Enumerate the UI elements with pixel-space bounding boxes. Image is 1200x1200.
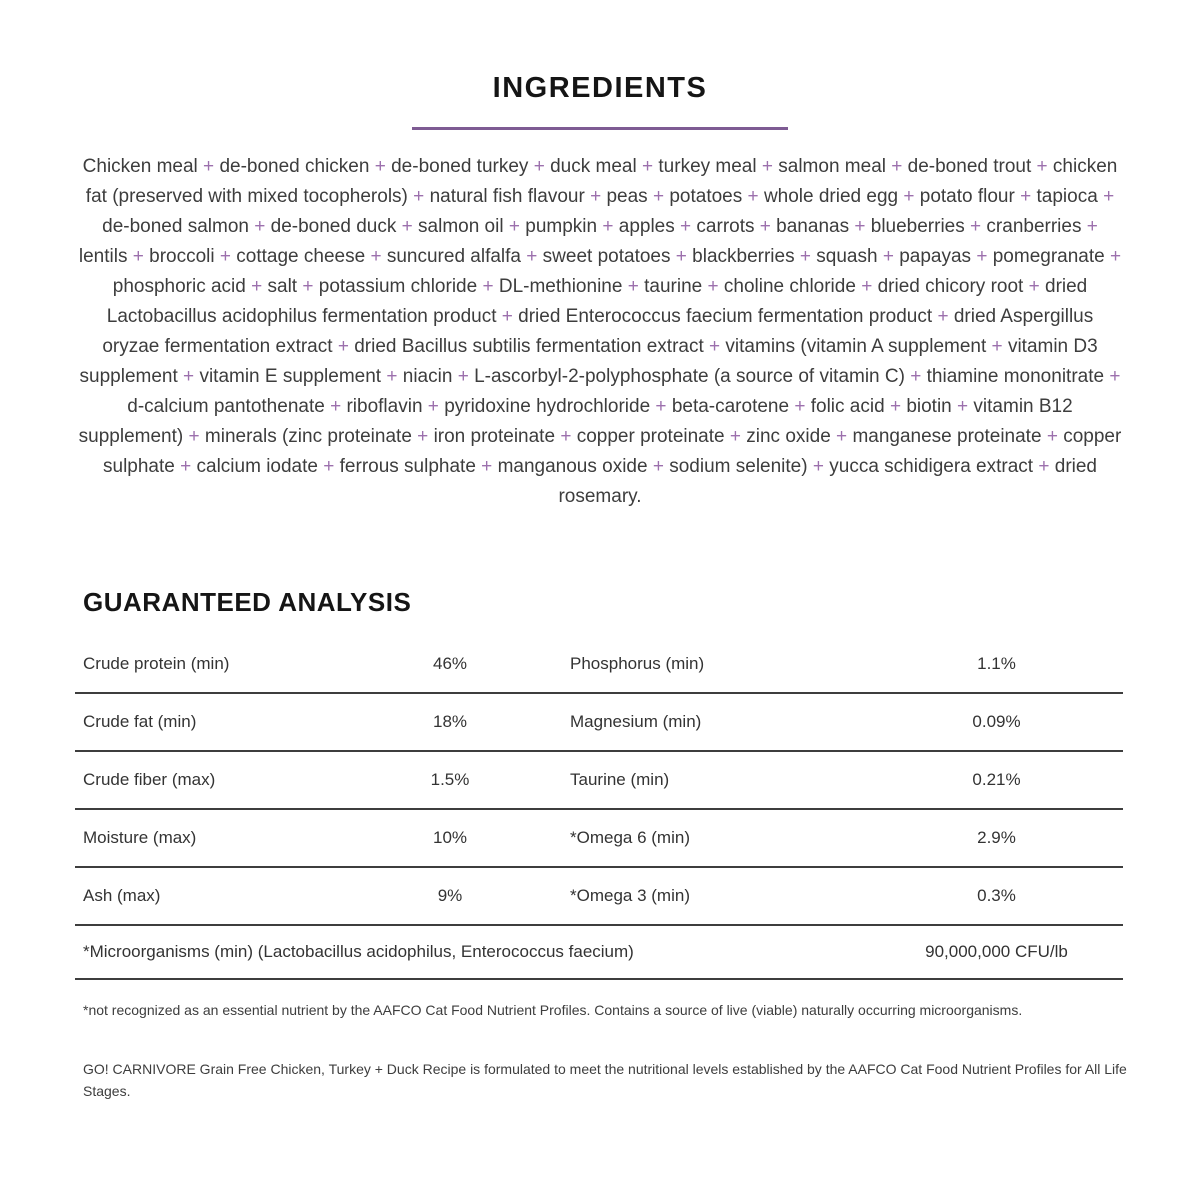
plus-separator: +: [1038, 456, 1050, 477]
analysis-title: GUARANTEED ANALYSIS: [83, 587, 412, 617]
plus-separator: +: [370, 246, 382, 267]
plus-separator: +: [854, 216, 866, 237]
plus-separator: +: [1109, 246, 1122, 267]
analysis-row-microorganisms: [75, 926, 1123, 980]
analysis-row: [75, 636, 1123, 694]
nutrient-value: 10%: [432, 828, 468, 847]
plus-separator: +: [652, 186, 665, 207]
plus-separator: +: [991, 336, 1003, 357]
footnote-aafco-statement: GO! CARNIVORE Grain Free Chicken, Turkey + Duck Recipe is formulated to meet the nutritional levels established by the AAFCO Cat Food Nutrient Profiles for All Life Stages.: [83, 1061, 1127, 1099]
analysis-row: [75, 810, 1123, 868]
plus-separator: +: [1046, 426, 1058, 447]
plus-separator: +: [482, 276, 494, 297]
footnote-microorganisms: *not recognized as an essential nutrient by the AAFCO Cat Food Nutrient Profiles. Contains a source of live (viable) naturally occurring microorganisms.: [83, 1002, 1023, 1018]
plus-separator: +: [560, 426, 572, 447]
plus-separator: +: [417, 426, 429, 447]
ingredients-title: INGREDIENTS: [492, 72, 708, 104]
plus-separator: +: [882, 246, 894, 267]
nutrient-value: 90,000,000 CFU/lb: [925, 942, 1068, 961]
nutrient-value: 18%: [432, 712, 468, 731]
plus-separator: +: [889, 396, 902, 417]
ingredients-header: [0, 72, 1200, 130]
nutrient-label: Taurine (min): [570, 770, 670, 789]
plus-separator: +: [590, 186, 602, 207]
plus-separator: +: [976, 246, 988, 267]
plus-separator: +: [1086, 216, 1098, 237]
plus-separator: +: [427, 396, 439, 417]
guaranteed-analysis-section: [75, 587, 1123, 980]
plus-separator: +: [413, 186, 425, 207]
analysis-row: [75, 868, 1123, 926]
nutrient-label: Crude fiber (max): [83, 770, 216, 789]
plus-separator: +: [254, 216, 266, 237]
plus-separator: +: [1036, 156, 1048, 177]
plus-separator: +: [188, 426, 200, 447]
plus-separator: +: [747, 186, 759, 207]
nutrient-label: *Omega 6 (min): [570, 828, 690, 847]
plus-separator: +: [729, 426, 741, 447]
plus-separator: +: [508, 216, 520, 237]
analysis-table: [75, 636, 1123, 980]
nutrient-value: 0.3%: [977, 886, 1016, 905]
plus-separator: +: [374, 156, 386, 177]
plus-separator: +: [761, 156, 773, 177]
plus-separator: +: [794, 396, 806, 417]
nutrient-label: Moisture (max): [83, 828, 197, 847]
plus-separator: +: [910, 366, 922, 387]
plus-separator: +: [219, 246, 232, 267]
plus-separator: +: [251, 276, 263, 297]
nutrient-value: 0.21%: [972, 770, 1021, 789]
nutrient-value: 2.9%: [977, 828, 1016, 847]
plus-separator: +: [457, 366, 469, 387]
title-divider: [412, 127, 788, 130]
plus-separator: +: [891, 156, 903, 177]
plus-separator: +: [1103, 186, 1115, 207]
plus-separator: +: [337, 336, 349, 357]
plus-separator: +: [481, 456, 493, 477]
ingredients-text: Chicken meal + de-boned chicken + de-boned turkey + duck meal + turkey meal + salmon meal + de-boned trout + chicken fat (preserved with mixed tocopherols) + natural fish flavour + peas + potatoes + whole dried egg + potato flour + tapioca + de-boned salmon + de-boned duck + salmon oil + pumpkin + apples + carrots + bananas + blueberries + cranberries + lentils + broccoli + cottage cheese + suncured alfalfa + sweet potatoes + blackberries + squash + papayas + pomegranate + phosphoric acid + salt + potassium chloride + DL-methionine + taurine + choline chloride + dried chicory root + dried Lactobacillus acidophilus fermentation product + dried Enterococcus faecium fermentation product + dried Aspergillus oryzae fermentation extract + dried Bacillus subtilis fermentation extract + vitamins (vitamin A supplement + vitamin D3 supplement + vitamin E supplement + niacin + L-ascorbyl-2-polyphosphate (a source of vitamin C) + thiamine mononitrate + d-calcium pantothenate + riboflavin + pyridoxine hydrochloride + beta-carotene + folic acid + biotin + vitamin B12 supplement) + minerals (zinc proteinate + iron proteinate + copper proteinate + zinc oxide + manganese proteinate + copper sulphate + calcium iodate + ferrous sulphate + manganous oxide + sodium selenite) + yucca schidigera extract + dried rosemary.: [78, 156, 1122, 507]
plus-separator: +: [401, 216, 413, 237]
plus-separator: +: [132, 246, 144, 267]
plus-separator: +: [180, 456, 192, 477]
plus-separator: +: [680, 216, 692, 237]
plus-separator: +: [957, 396, 969, 417]
plus-separator: +: [183, 366, 195, 387]
plus-separator: +: [386, 366, 398, 387]
nutrient-value: 46%: [432, 654, 468, 673]
analysis-row: [75, 694, 1123, 752]
plus-separator: +: [627, 276, 639, 297]
plus-separator: +: [501, 306, 513, 327]
nutrient-label: *Omega 3 (min): [570, 886, 690, 905]
plus-separator: +: [330, 396, 342, 417]
plus-separator: +: [323, 456, 335, 477]
nutrient-value: 0.09%: [972, 712, 1021, 731]
nutrient-value: 9%: [437, 886, 463, 905]
plus-separator: +: [602, 216, 614, 237]
plus-separator: +: [203, 156, 215, 177]
plus-separator: +: [533, 156, 545, 177]
plus-separator: +: [1020, 186, 1032, 207]
nutrient-label: Ash (max): [83, 886, 161, 905]
plus-separator: +: [937, 306, 949, 327]
plus-separator: +: [675, 246, 687, 267]
plus-separator: +: [707, 276, 719, 297]
plus-separator: +: [302, 276, 314, 297]
nutrient-label: Crude fat (min): [83, 712, 197, 731]
plus-separator: +: [836, 426, 848, 447]
plus-separator: +: [812, 456, 824, 477]
nutrient-label: Phosphorus (min): [570, 654, 705, 673]
plus-separator: +: [861, 276, 873, 297]
plus-separator: +: [652, 456, 664, 477]
plus-separator: +: [903, 186, 915, 207]
plus-separator: +: [655, 396, 667, 417]
plus-separator: +: [970, 216, 982, 237]
analysis-row: [75, 752, 1123, 810]
nutrient-value: 1.1%: [977, 654, 1016, 673]
nutrient-value: 1.5%: [430, 770, 470, 789]
nutrient-label: Crude protein (min): [83, 654, 230, 673]
plus-separator: +: [1028, 276, 1040, 297]
plus-separator: +: [759, 216, 771, 237]
plus-separator: +: [526, 246, 538, 267]
nutrient-label: Magnesium (min): [570, 712, 702, 731]
plus-separator: +: [1109, 366, 1121, 387]
plus-separator: +: [799, 246, 811, 267]
nutrient-label: *Microorganisms (min) (Lactobacillus acidophilus, Enterococcus faecium): [83, 942, 634, 961]
plus-separator: +: [642, 156, 654, 177]
plus-separator: +: [709, 336, 721, 357]
